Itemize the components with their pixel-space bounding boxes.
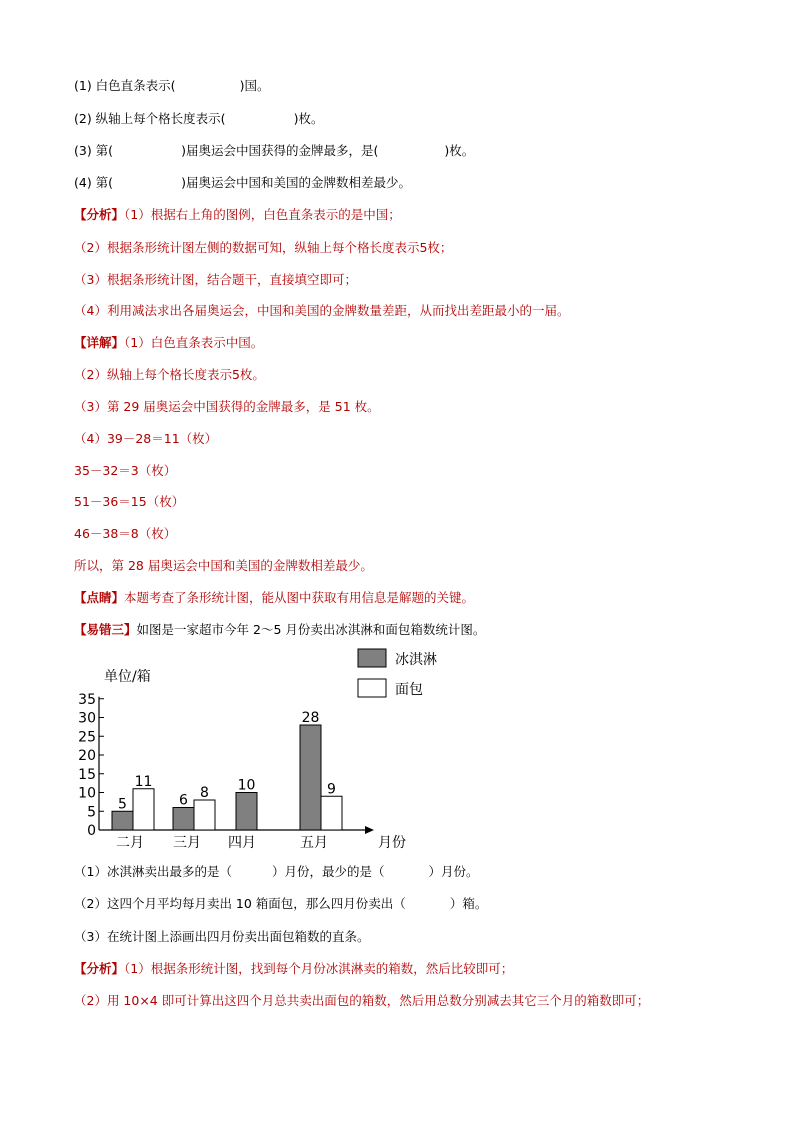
analysis-line: （1）根据右上角的图例，白色直条表示的是中国； (124, 207, 401, 222)
y-tick-label: 25 (78, 729, 96, 746)
y-axis-label: 单位/箱 (104, 669, 151, 685)
bar (112, 811, 133, 830)
bar (236, 793, 257, 831)
legend-label: 冰淇淋 (395, 652, 437, 668)
bar (173, 808, 194, 831)
detail-line: 51－36＝15（枚） (74, 494, 185, 509)
analysis-line: （2）根据条形统计图左侧的数据可知，纵轴上每个格长度表示5枚； (74, 240, 453, 255)
data-label: 8 (200, 785, 209, 801)
question-1-text: (1) 白色直条表示( (74, 78, 176, 93)
data-label: 10 (237, 777, 256, 794)
question-4 (74, 175, 411, 191)
x-tick-label: 二月 (116, 835, 144, 851)
x-axis-label: 月份 (378, 835, 406, 851)
comment-text: 本题考查了条形统计图，能从图中获取有用信息是解题的关键。 (124, 590, 475, 605)
y-tick-label: 5 (87, 804, 96, 821)
question-2 (74, 111, 323, 127)
analysis-tag: 【分析】 (74, 207, 125, 222)
error-3-heading (74, 622, 485, 638)
y-tick-label: 30 (78, 710, 96, 727)
detail-line: 所以，第 28 届奥运会中国和美国的金牌数相差最少。 (74, 558, 373, 573)
question-3-tail: )枚。 (444, 143, 475, 158)
question-tail: ）月份。 (428, 864, 479, 879)
detail-line: 35－32＝3（枚） (74, 463, 177, 478)
bar-chart (74, 640, 534, 860)
question-4-tail: )届奥运会中国和美国的金牌数相差最少。 (181, 175, 411, 190)
y-tick-label: 15 (78, 766, 96, 783)
data-label: 9 (327, 781, 336, 798)
y-tick-label: 10 (78, 785, 96, 802)
question-2-3: （3）在统计图上添画出四月份卖出面包箱数的直条。 (74, 929, 370, 944)
analysis-tag: 【分析】 (74, 961, 125, 976)
question-1 (74, 78, 269, 94)
bar (133, 789, 154, 830)
detail-line: 46－38＝8（枚） (74, 526, 177, 541)
analysis-line: （2）用 10×4 即可计算出这四个月总共卖出面包的箱数，然后用总数分别减去其它三个月的箱数即可； (74, 993, 650, 1008)
bar (194, 800, 215, 830)
detail-line: （2）纵轴上每个格长度表示5枚。 (74, 367, 265, 382)
bar (321, 796, 342, 830)
analysis-line: （4）利用减法求出各届奥运会，中国和美国的金牌数量差距，从而找出差距最小的一届。 (74, 303, 570, 318)
question-2-2 (74, 896, 487, 912)
question-2-tail: )枚。 (293, 111, 324, 126)
question-4-text: (4) 第( (74, 175, 114, 190)
detail-tag: 【详解】 (74, 335, 125, 350)
analysis-line: （1）根据条形统计图，找到每个月份冰淇淋卖的箱数，然后比较即可； (124, 961, 514, 976)
comment-tag: 【点睛】 (74, 590, 125, 605)
data-label: 5 (118, 796, 127, 813)
x-tick-label: 四月 (228, 835, 256, 851)
legend-swatch (358, 679, 386, 697)
question-3-text: (3) 第( (74, 143, 114, 158)
data-label: 6 (179, 792, 188, 809)
legend-swatch (358, 649, 386, 667)
detail-1 (74, 335, 263, 351)
x-tick-label: 五月 (300, 835, 328, 851)
question-3-mid: )届奥运会中国获得的金牌最多，是( (181, 143, 379, 158)
detail-line: （1）白色直条表示中国。 (124, 335, 264, 350)
question-2-text: (2) 纵轴上每个格长度表示( (74, 111, 226, 126)
detail-line: （3）第 29 届奥运会中国获得的金牌最多，是 51 枚。 (74, 399, 380, 414)
y-tick-label: 0 (87, 823, 96, 839)
analysis-line: （3）根据条形统计图，结合题干，直接填空即可； (74, 272, 357, 287)
question-text: （1）冰淇淋卖出最多的是（ (74, 864, 232, 879)
question-tail: ）箱。 (449, 896, 488, 911)
question-mid: ）月份，最少的是（ (271, 864, 385, 879)
analysis-2 (74, 961, 513, 977)
data-label: 28 (301, 710, 320, 726)
detail-line: （4）39－28＝11（枚） (74, 431, 218, 446)
data-label: 11 (134, 773, 153, 790)
question-1-tail: )国。 (239, 78, 270, 93)
error-text: 如图是一家超市今年 2～5 月份卖出冰淇淋和面包箱数统计图。 (136, 622, 486, 637)
question-2-1 (74, 864, 479, 880)
bar (300, 725, 321, 830)
error-tag: 【易错三】 (74, 622, 137, 637)
question-text: （2）这四个月平均每月卖出 10 箱面包，那么四月份卖出（ (74, 896, 406, 911)
legend-label: 面包 (395, 682, 423, 698)
y-tick-label: 20 (78, 748, 96, 764)
x-axis-arrow (365, 826, 374, 834)
analysis-1 (74, 207, 401, 223)
comment-1 (74, 590, 474, 606)
y-tick-label: 35 (78, 691, 96, 708)
legend (358, 649, 437, 698)
question-3 (74, 143, 474, 159)
x-tick-label: 三月 (173, 835, 201, 851)
plot-area (78, 692, 374, 851)
